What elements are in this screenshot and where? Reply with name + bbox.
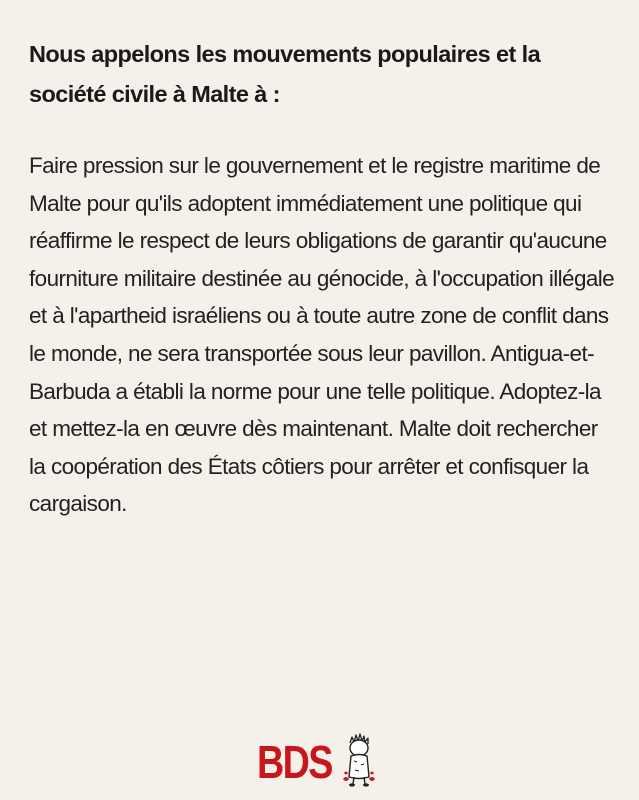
body-paragraph: Faire pression sur le gouvernement et le registre maritime de Malte pour qu'ils adoptent immédiatement une politique qui réaffirme le respect de leurs obligations de garantir qu'aucune fourniture militaire destinée au génocide, à l'occupation illégale et à l'apartheid israéliens ou à toute autre zone de conflit dans le monde, ne sera transportée sous leur pavillon. Antigua-et-Barbuda a établi la norme pour une telle politique. Adoptez-la et mettez-la en œuvre dès maintenant. Malte doit rechercher la coopération des États côtiers pour arrêter et confisquer la cargaison. [29,153,615,517]
handala-icon [341,733,377,791]
bds-logo [257,733,387,791]
bds-logo-text: BDS [257,736,332,788]
page-heading: Nous appelons les mouvements populaires et la société civile à Malte à : [29,41,541,107]
